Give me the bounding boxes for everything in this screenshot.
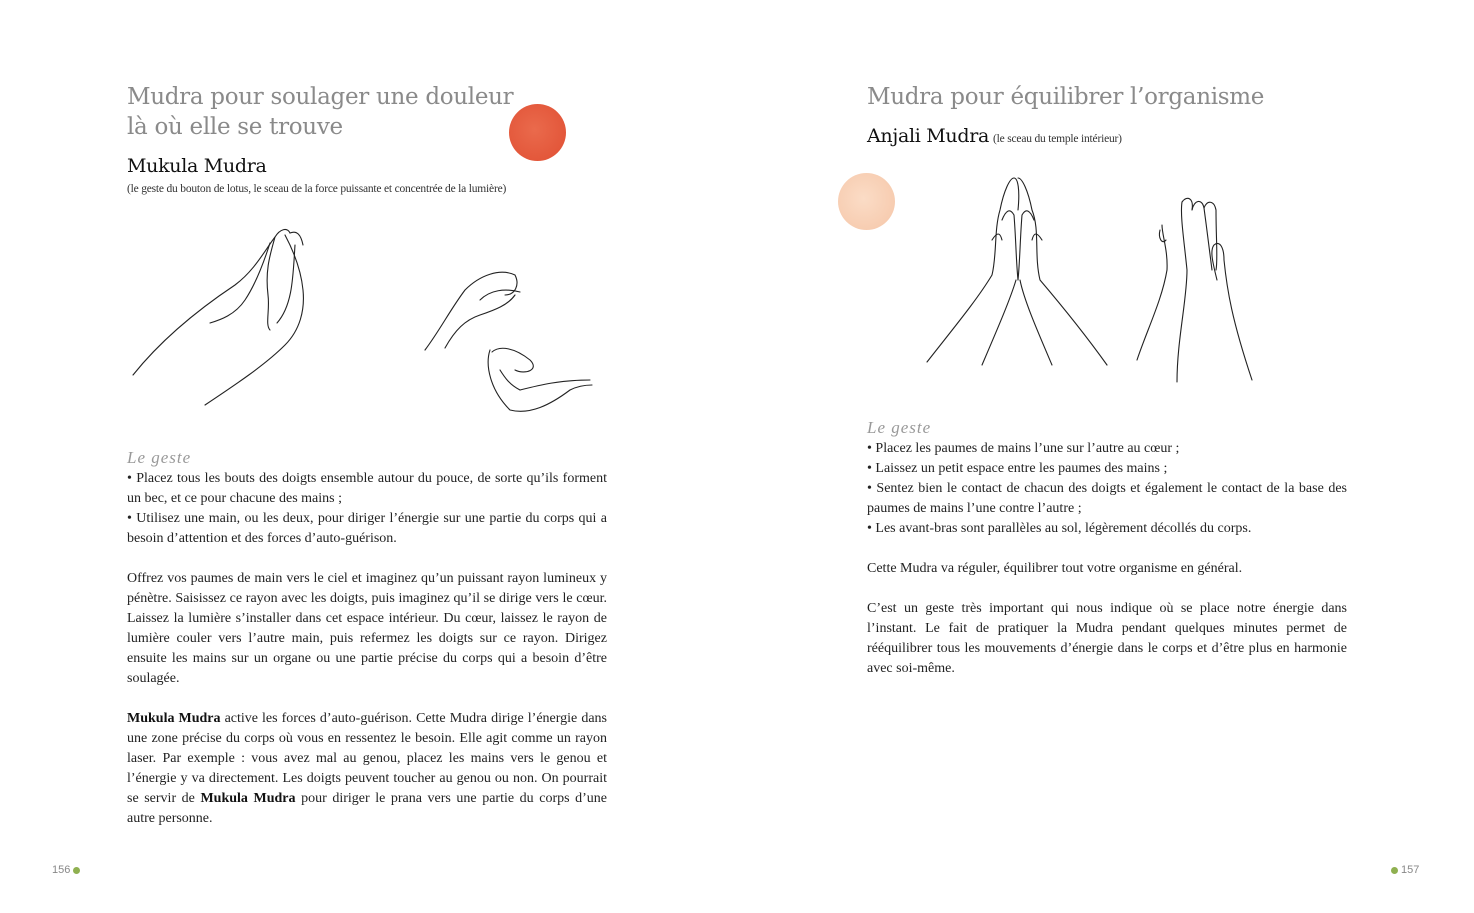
page-dot-icon (73, 867, 80, 874)
peach-color-dot (838, 173, 895, 230)
page-number-left (52, 864, 80, 876)
mudra-heading (867, 125, 1122, 147)
mudra-subtitle: (le geste du bouton de lotus, le sceau de la force puissante et concentrée de la lumière) (127, 183, 507, 195)
anjali-hand-illustration-2 (1132, 190, 1262, 385)
section-title: Mudra pour équilibrer l’organisme (867, 84, 1265, 110)
paragraph-text: active les forces d’auto-guérison. Cette Mudra dirige l’énergie dans une zone précise du corps où vous en ressentez le besoin. Elle agit comme un rayon laser. Par exemple : vous avez mal au genou, placez les mains vers le genou et l’énergie y va directement. Les doigts peuvent toucher au genou ou non. On pourrait se servir de (127, 711, 607, 806)
right-page (737, 0, 1474, 913)
left-body-text (127, 469, 607, 849)
bullet-item: • Laissez un petit espace entre les paumes des mains ; (867, 461, 1168, 476)
red-color-dot (509, 104, 566, 161)
bold-term: Mukula Mudra (127, 711, 221, 726)
bullet-item: • Les avant-bras sont parallèles au sol, légèrement décollés du corps. (867, 521, 1252, 536)
page-number-right (1391, 864, 1419, 876)
bold-term: Mukula Mudra (200, 791, 296, 806)
page-number: 157 (1401, 864, 1420, 876)
bullet-item: • Utilisez une main, ou les deux, pour diriger l’énergie sur une partie du corps qui a besoin d’attention et des forces d’auto-guérison. (127, 511, 607, 546)
mudra-name: Mukula Mudra (127, 155, 267, 177)
body-paragraph: Cette Mudra va réguler, équilibrer tout votre organisme en général. (867, 561, 1243, 576)
mukula-hand-illustration-1 (125, 215, 315, 415)
body-paragraph: Offrez vos paumes de main vers le ciel et imaginez qu’un puissant rayon lumineux y pénètre. Saisissez ce rayon avec les doigts, puis imaginez qu’il se dirige vers le cœur. Laissez la lumière s’installer dans cet espace intérieur. Du cœur, laissez le rayon de lumière couler vers l’autre main, puis refermez les doigts sur ce rayon. Dirigez ensuite les mains sur un organe ou une partie précise du corps qui a besoin d’être soulagée. (127, 571, 607, 686)
right-body-text (867, 439, 1347, 699)
bullet-item: • Sentez bien le contact de chacun des doigts et également le contact de la base des paumes de mains l’une contre l’autre ; (867, 481, 1347, 516)
section-title (127, 82, 513, 142)
body-paragraph (127, 709, 607, 829)
section-title-line2: là où elle se trouve (127, 114, 343, 140)
mudra-name: Anjali Mudra (867, 125, 990, 147)
section-title-line1: Mudra pour soulager une douleur (127, 84, 514, 110)
mukula-hand-illustration-2 (420, 260, 595, 420)
paragraph-text: pour diriger le prana vers une partie du corps d’une autre personne. (127, 791, 607, 826)
mudra-subtitle: (le sceau du temple intérieur) (993, 133, 1122, 145)
bullet-item: • Placez les paumes de mains l’une sur l’autre au cœur ; (867, 441, 1180, 456)
geste-heading: Le geste (867, 418, 932, 437)
page-number: 156 (52, 864, 71, 876)
anjali-hand-illustration-1 (922, 170, 1112, 370)
geste-heading: Le geste (127, 448, 192, 467)
page-dot-icon (1391, 867, 1398, 874)
bullet-item: • Placez tous les bouts des doigts ensemble autour du pouce, de sorte qu’ils forment un bec, et ce pour chacune des mains ; (127, 471, 607, 506)
body-paragraph: C’est un geste très important qui nous indique où se place notre énergie dans l’instant. Le fait de pratiquer la Mudra pendant quelques minutes permet de rééquilibrer tous les mouvements d’énergie dans le corps et d’être plus en harmonie avec soi-même. (867, 601, 1347, 676)
